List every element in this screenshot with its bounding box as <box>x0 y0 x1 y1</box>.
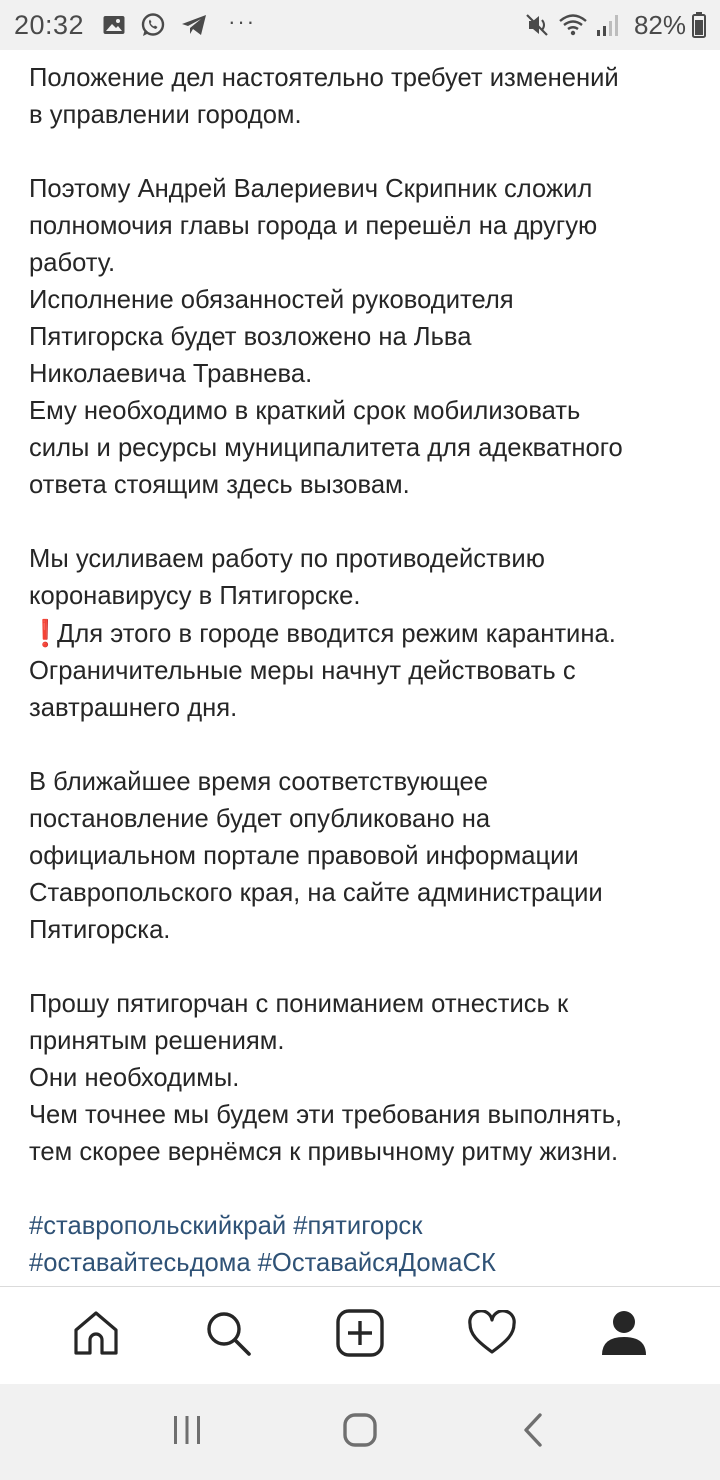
caption-line: Ограничительные меры начнут действовать с <box>29 657 576 685</box>
caption-line: Они необходимы. <box>29 1064 240 1092</box>
mute-icon <box>524 12 550 38</box>
quarantine-text: Для этого в городе вводится режим карантина. <box>57 620 616 648</box>
caption-line: Исполнение обязанностей руководителя <box>29 286 514 314</box>
nav-activity-button[interactable] <box>462 1306 522 1366</box>
hashtag-line[interactable]: #ставропольскийкрай #пятигорск <box>29 1212 423 1240</box>
more-notifications-icon: ··· <box>228 9 257 34</box>
paragraph-gap <box>29 727 699 764</box>
caption-line: завтрашнего дня. <box>29 694 238 722</box>
caption-line: коронавирусу в Пятигорске. <box>29 582 361 610</box>
telegram-icon <box>180 13 208 37</box>
battery-icon <box>692 12 706 38</box>
caption-line: полномочия главы города и перешёл на другую <box>29 212 598 240</box>
caption-line: работу. <box>29 249 116 277</box>
paragraph-gap <box>29 134 699 171</box>
heart-icon <box>467 1310 517 1361</box>
gallery-icon <box>102 14 126 36</box>
caption-line: в управлении городом. <box>29 101 302 129</box>
caption-line: Положение дел настоятельно требует изменений <box>29 64 619 92</box>
status-bar <box>0 0 720 50</box>
home-circle-icon <box>342 1412 378 1453</box>
caption-line: Поэтому Андрей Валериевич Скрипник сложил <box>29 175 593 203</box>
caption-line: В ближайшее время соответствующее <box>29 768 488 796</box>
status-left <box>14 10 256 41</box>
caption-line: Прошу пятигорчан с пониманием отнестись к <box>29 990 569 1018</box>
bottom-nav <box>0 1286 720 1384</box>
caption-line: Чем точнее мы будем эти требования выполнять, <box>29 1101 623 1129</box>
profile-icon <box>599 1308 649 1363</box>
system-nav-bar <box>0 1384 720 1480</box>
caption-line: Мы усиливаем работу по противодействию <box>29 545 545 573</box>
caption-line: силы и ресурсы муниципалитета для адекватного <box>29 434 623 462</box>
paragraph-gap <box>29 504 699 541</box>
recent-apps-button[interactable] <box>157 1402 217 1462</box>
caption-line: Николаевича Травнева. <box>29 360 313 388</box>
caption-line: Пятигорска. <box>29 916 171 944</box>
home-icon <box>71 1308 121 1363</box>
back-icon <box>518 1412 548 1453</box>
hashtag-line[interactable]: #оставайтесьдома #ОставайсяДомаСК <box>29 1249 496 1277</box>
caption-line-quarantine <box>29 615 699 653</box>
paragraph-gap <box>29 1171 699 1208</box>
status-right <box>524 10 706 41</box>
whatsapp-icon <box>140 12 166 38</box>
nav-new-post-button[interactable] <box>330 1306 390 1366</box>
caption-line: Ему необходимо в краткий срок мобилизовать <box>29 397 581 425</box>
caption-line: принятым решениям. <box>29 1027 285 1055</box>
exclamation-icon: ❗ <box>29 618 62 648</box>
caption-line: Пятигорска будет возложено на Льва <box>29 323 472 351</box>
recent-apps-icon <box>170 1413 204 1452</box>
system-back-button[interactable] <box>503 1402 563 1462</box>
clock: 20:32 <box>14 9 85 40</box>
battery-level: 82% <box>633 9 686 40</box>
nav-profile-button[interactable] <box>594 1306 654 1366</box>
caption-line: официальном портале правовой информации <box>29 842 579 870</box>
caption-line: тем скорее вернёмся к привычному ритму жизни. <box>29 1138 619 1166</box>
caption-line: постановление будет опубликовано на <box>29 805 491 833</box>
caption-line: Ставропольского края, на сайте администрации <box>29 879 603 907</box>
search-icon <box>203 1308 253 1363</box>
signal-icon <box>596 12 620 38</box>
post-caption <box>29 60 699 1282</box>
new-post-icon <box>335 1308 385 1363</box>
wifi-icon <box>558 12 588 38</box>
nav-search-button[interactable] <box>198 1306 258 1366</box>
system-home-button[interactable] <box>330 1402 390 1462</box>
paragraph-gap <box>29 949 699 986</box>
nav-home-button[interactable] <box>66 1306 126 1366</box>
caption-line: ответа стоящим здесь вызовам. <box>29 471 410 499</box>
